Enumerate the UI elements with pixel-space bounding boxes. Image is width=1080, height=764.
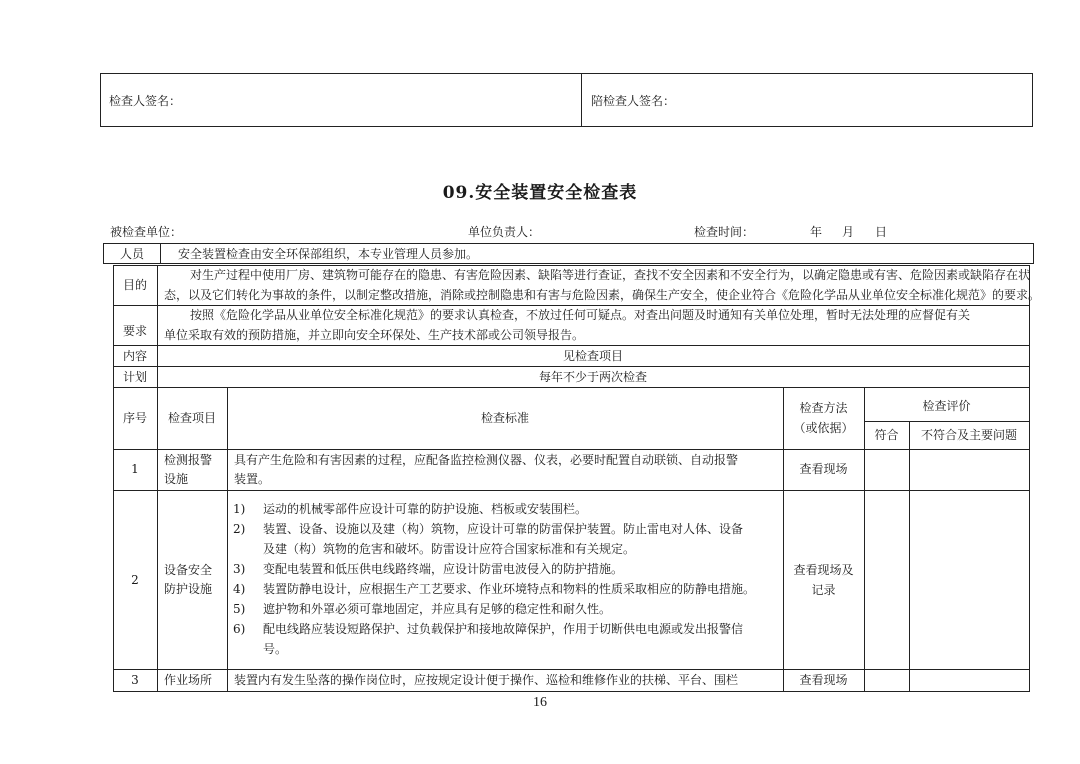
day-label: 日 [875,225,888,239]
standard-line: 4) 装置防静电设计，应根据生产工艺要求、作业环境特点和物料的性质采取相应的防静电措施。 [233,582,756,596]
header-conform: 符合 [874,428,899,442]
inspector-signature-label: 检查人签名： [109,94,182,108]
item-name-line1: 作业场所 [164,673,213,687]
page-number: 16 [533,695,547,710]
plan-label: 计划 [122,370,147,384]
content-label: 内容 [122,349,147,363]
standard-line: 3) 变配电装置和低压供电线路终端，应设计防雷电波侵入的防护措施。 [233,562,624,576]
item-name-line2: 防护设施 [164,582,213,596]
standard-line: 及建（构）筑物的危害和破坏。防雷设计应符合国家标准和有关规定。 [263,542,636,556]
standard-line: 1) 运动的机械零部件应设计可靠的防护设施、档板或安装围栏。 [233,502,588,516]
header-seq: 序号 [122,411,147,425]
item-name-line1: 设备安全 [164,563,213,577]
inspection-time-label: 检查时间： [694,225,755,239]
requirement-line-1: 按照《危险化学品从业单位安全标准化规范》的要求认真检查，不放过任何可疑点。对查出问题及时通知有关单位处理，暂时无法处理的应督促有关 [190,308,971,322]
item-name-line2: 设施 [164,472,189,486]
item-standard-line2: 装置。 [234,472,271,486]
header-method-line2: （或依据） [793,421,854,435]
standard-line: 6) 配电线路应装设短路保护、过负载保护和接地故障保护，作用于切断供电电源或发出报警信 [233,622,744,636]
item-method: 查看现场 [799,673,848,687]
month-label: 月 [842,225,855,239]
standard-line: 2) 装置、设备、设施以及建（构）筑物，应设计可靠的防雷保护装置。防止雷电对人体、设备 [233,522,744,536]
standard-line: 号。 [263,642,288,656]
personnel-label: 人员 [119,247,144,261]
signature-box [100,73,1033,127]
header-item: 检查项目 [167,411,216,425]
personnel-text: 安全装置检查由安全环保部组织，本专业管理人员参加。 [178,247,479,261]
plan-text: 每年不少于两次检查 [538,370,647,384]
item-name-line1: 检测报警 [164,453,213,467]
accompanying-signature-label: 陪检查人签名： [591,94,676,108]
item-standard-line1: 装置内有发生坠落的操作岗位时，应按规定设计便于操作、巡检和维修作业的扶梯、平台、围栏 [234,673,739,687]
content-text: 见检查项目 [562,349,623,363]
item-seq: 2 [131,573,139,587]
header-standard: 检查标准 [480,411,529,425]
item-method-line1: 查看现场及 [793,563,854,577]
inspected-unit-label: 被检查单位： [110,225,183,239]
purpose-label: 目的 [122,278,147,292]
page-title: 09.安全装置安全检查表 [442,183,638,203]
purpose-line-1: 对生产过程中使用厂房、建筑物可能存在的隐患、有害危险因素、缺陷等进行查证，查找不安全因素和不安全行为，以确定隐患或有害、危险因素或缺陷存在状 [190,268,1031,282]
signature-divider [581,74,582,126]
requirement-label: 要求 [122,324,147,338]
header-method-line1: 检查方法 [799,401,848,415]
item-method: 查看现场 [799,462,848,476]
item-seq: 1 [131,462,139,476]
person-in-charge-label: 单位负责人： [468,225,541,239]
header-evaluation: 检查评价 [922,399,971,413]
standard-line: 5) 遮护物和外罩必须可靠地固定，并应具有足够的稳定性和耐久性。 [233,602,612,616]
item-standard-line1: 具有产生危险和有害因素的过程，应配备监控检测仪器、仪表，必要时配置自动联锁、自动报警 [234,453,739,467]
purpose-line-2: 态，以及它们转化为事故的条件，以制定整改措施，消除或控制隐患和有害与危险因素，确保生产安全，使企业符合《危险化学品从业单位安全标准化规范》的要求。 [164,288,1041,302]
requirement-line-2: 单位采取有效的预防措施，并立即向安全环保处、生产技术部或公司领导报告。 [164,328,585,342]
item-method-line2: 记录 [811,583,836,597]
year-label: 年 [810,225,823,239]
item-seq: 3 [131,673,139,687]
header-nonconform: 不符合及主要问题 [920,428,1017,442]
